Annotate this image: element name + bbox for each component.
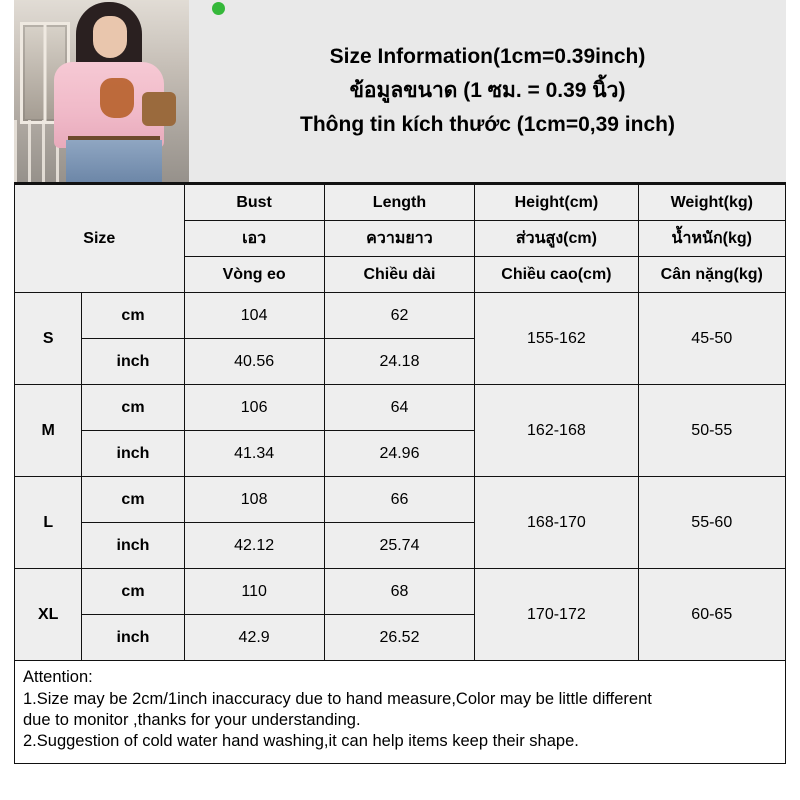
header-height-vi: Chiều cao(cm) xyxy=(475,257,638,293)
photo-model-face xyxy=(93,16,127,58)
m-bust-cm: 106 xyxy=(184,385,324,431)
header-weight-en: Weight(kg) xyxy=(638,185,785,221)
m-length-inch: 24.96 xyxy=(324,431,475,477)
s-height: 155-162 xyxy=(475,293,638,385)
xl-bust-cm: 110 xyxy=(184,569,324,615)
table-row xyxy=(15,569,786,615)
photo-model-bag xyxy=(142,92,176,126)
m-height: 162-168 xyxy=(475,385,638,477)
table-row xyxy=(15,477,786,523)
title-english: Size Information(1cm=0.39inch) xyxy=(329,44,646,68)
xl-weight: 60-65 xyxy=(638,569,785,661)
row-unit-inch: inch xyxy=(82,523,184,569)
row-unit-cm: cm xyxy=(82,477,184,523)
header-size-label: Size xyxy=(15,185,185,293)
table-row xyxy=(15,385,786,431)
row-size-m: M xyxy=(15,385,82,477)
row-unit-inch: inch xyxy=(82,615,184,661)
l-weight: 55-60 xyxy=(638,477,785,569)
s-bust-cm: 104 xyxy=(184,293,324,339)
header-weight-vi: Cân nặng(kg) xyxy=(638,257,785,293)
header-bust-th: เอว xyxy=(184,221,324,257)
xl-bust-inch: 42.9 xyxy=(184,615,324,661)
row-unit-cm: cm xyxy=(82,293,184,339)
row-unit-inch: inch xyxy=(82,339,184,385)
header-length-th: ความยาว xyxy=(324,221,475,257)
photo-model-jeans xyxy=(66,140,162,182)
m-bust-inch: 41.34 xyxy=(184,431,324,477)
size-table xyxy=(14,184,786,661)
table-header-row-en xyxy=(15,185,786,221)
header-bust-en: Bust xyxy=(184,185,324,221)
m-length-cm: 64 xyxy=(324,385,475,431)
attention-line-1: 1.Size may be 2cm/1inch inaccuracy due to hand measure,Color may be little different xyxy=(23,690,652,709)
row-unit-inch: inch xyxy=(82,431,184,477)
row-size-l: L xyxy=(15,477,82,569)
header-titles xyxy=(189,0,786,182)
s-length-inch: 24.18 xyxy=(324,339,475,385)
header-length-vi: Chiều dài xyxy=(324,257,475,293)
l-bust-inch: 42.12 xyxy=(184,523,324,569)
s-length-cm: 62 xyxy=(324,293,475,339)
header-height-en: Height(cm) xyxy=(475,185,638,221)
row-size-xl: XL xyxy=(15,569,82,661)
row-unit-cm: cm xyxy=(82,385,184,431)
m-weight: 50-55 xyxy=(638,385,785,477)
xl-length-inch: 26.52 xyxy=(324,615,475,661)
header-height-th: ส่วนสูง(cm) xyxy=(475,221,638,257)
table-row xyxy=(15,293,786,339)
l-length-inch: 25.74 xyxy=(324,523,475,569)
photo-model-print xyxy=(100,78,134,118)
header-length-en: Length xyxy=(324,185,475,221)
product-photo xyxy=(14,0,189,182)
attention-title: Attention: xyxy=(23,668,93,686)
title-vietnamese: Thông tin kích thước (1cm=0,39 inch) xyxy=(300,113,675,137)
header-bust-vi: Vòng eo xyxy=(184,257,324,293)
size-chart-sheet xyxy=(14,0,786,800)
xl-height: 170-172 xyxy=(475,569,638,661)
title-thai: ข้อมูลขนาด (1 ซม. = 0.39 นิ้ว) xyxy=(349,78,626,102)
row-unit-cm: cm xyxy=(82,569,184,615)
l-bust-cm: 108 xyxy=(184,477,324,523)
attention-line-3: 2.Suggestion of cold water hand washing,it can help items keep their shape. xyxy=(23,732,579,751)
l-height: 168-170 xyxy=(475,477,638,569)
header-weight-th: น้ำหนัก(kg) xyxy=(638,221,785,257)
s-weight: 45-50 xyxy=(638,293,785,385)
row-size-s: S xyxy=(15,293,82,385)
attention-line-2: due to monitor ,thanks for your understanding. xyxy=(23,711,361,730)
s-bust-inch: 40.56 xyxy=(184,339,324,385)
header-band xyxy=(14,0,786,184)
attention-block xyxy=(14,661,786,764)
l-length-cm: 66 xyxy=(324,477,475,523)
xl-length-cm: 68 xyxy=(324,569,475,615)
